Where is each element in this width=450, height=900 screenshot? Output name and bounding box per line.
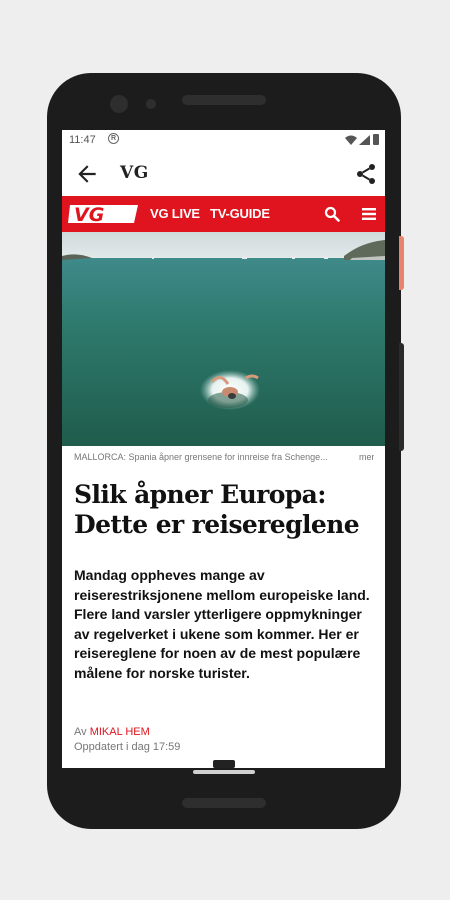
menu-icon[interactable] bbox=[362, 207, 376, 221]
author-link[interactable]: MIKAL HEM bbox=[89, 726, 150, 738]
arrow-back-icon[interactable] bbox=[74, 161, 100, 187]
signal-icon bbox=[359, 135, 370, 145]
front-sensor bbox=[146, 99, 156, 109]
article-hero-image[interactable] bbox=[62, 232, 385, 446]
battery-icon bbox=[373, 134, 379, 145]
byline-prefix: Av bbox=[74, 726, 87, 738]
r-icon: R bbox=[108, 133, 119, 144]
front-camera bbox=[110, 95, 128, 113]
image-caption-text: MALLORCA: Spania åpner grensene for innreise fra Schenge... bbox=[74, 452, 328, 462]
image-caption[interactable] bbox=[74, 452, 374, 462]
scroll-indicator bbox=[213, 760, 235, 768]
status-bar bbox=[62, 130, 385, 152]
nav-vg-live[interactable]: VG LIVE bbox=[150, 206, 200, 221]
article-lead: Mandag oppheves mange av reiserestriksjonene mellom europeiske land. Flere land varsler ytterligere oppmykninger av regelverket i ukene som kommer. Her er reisereglene for noen av de mest populære målene for norske turister. bbox=[74, 567, 370, 681]
volume-button bbox=[399, 343, 404, 451]
share-icon[interactable] bbox=[354, 162, 378, 186]
vg-navigation-bar bbox=[62, 196, 385, 232]
app-title: VG bbox=[120, 163, 149, 183]
vg-logo[interactable] bbox=[68, 203, 140, 225]
search-icon[interactable] bbox=[324, 206, 340, 222]
article-headline: Slik åpner Europa: Dette er reisereglene bbox=[74, 480, 360, 539]
caption-more-link[interactable]: mer bbox=[355, 452, 374, 462]
screen bbox=[62, 130, 385, 776]
bottom-speaker bbox=[182, 798, 266, 808]
app-bar bbox=[62, 152, 385, 196]
home-indicator[interactable] bbox=[193, 770, 255, 774]
status-time: 11:47 bbox=[69, 134, 96, 146]
byline bbox=[74, 726, 150, 738]
nav-tv-guide[interactable]: TV-GUIDE bbox=[210, 206, 270, 221]
earpiece-speaker bbox=[182, 95, 266, 105]
power-button bbox=[399, 236, 404, 290]
svg-text:VG: VG bbox=[74, 204, 105, 225]
updated-timestamp: Oppdatert i dag 17:59 bbox=[74, 741, 181, 753]
wifi-icon bbox=[345, 135, 357, 145]
